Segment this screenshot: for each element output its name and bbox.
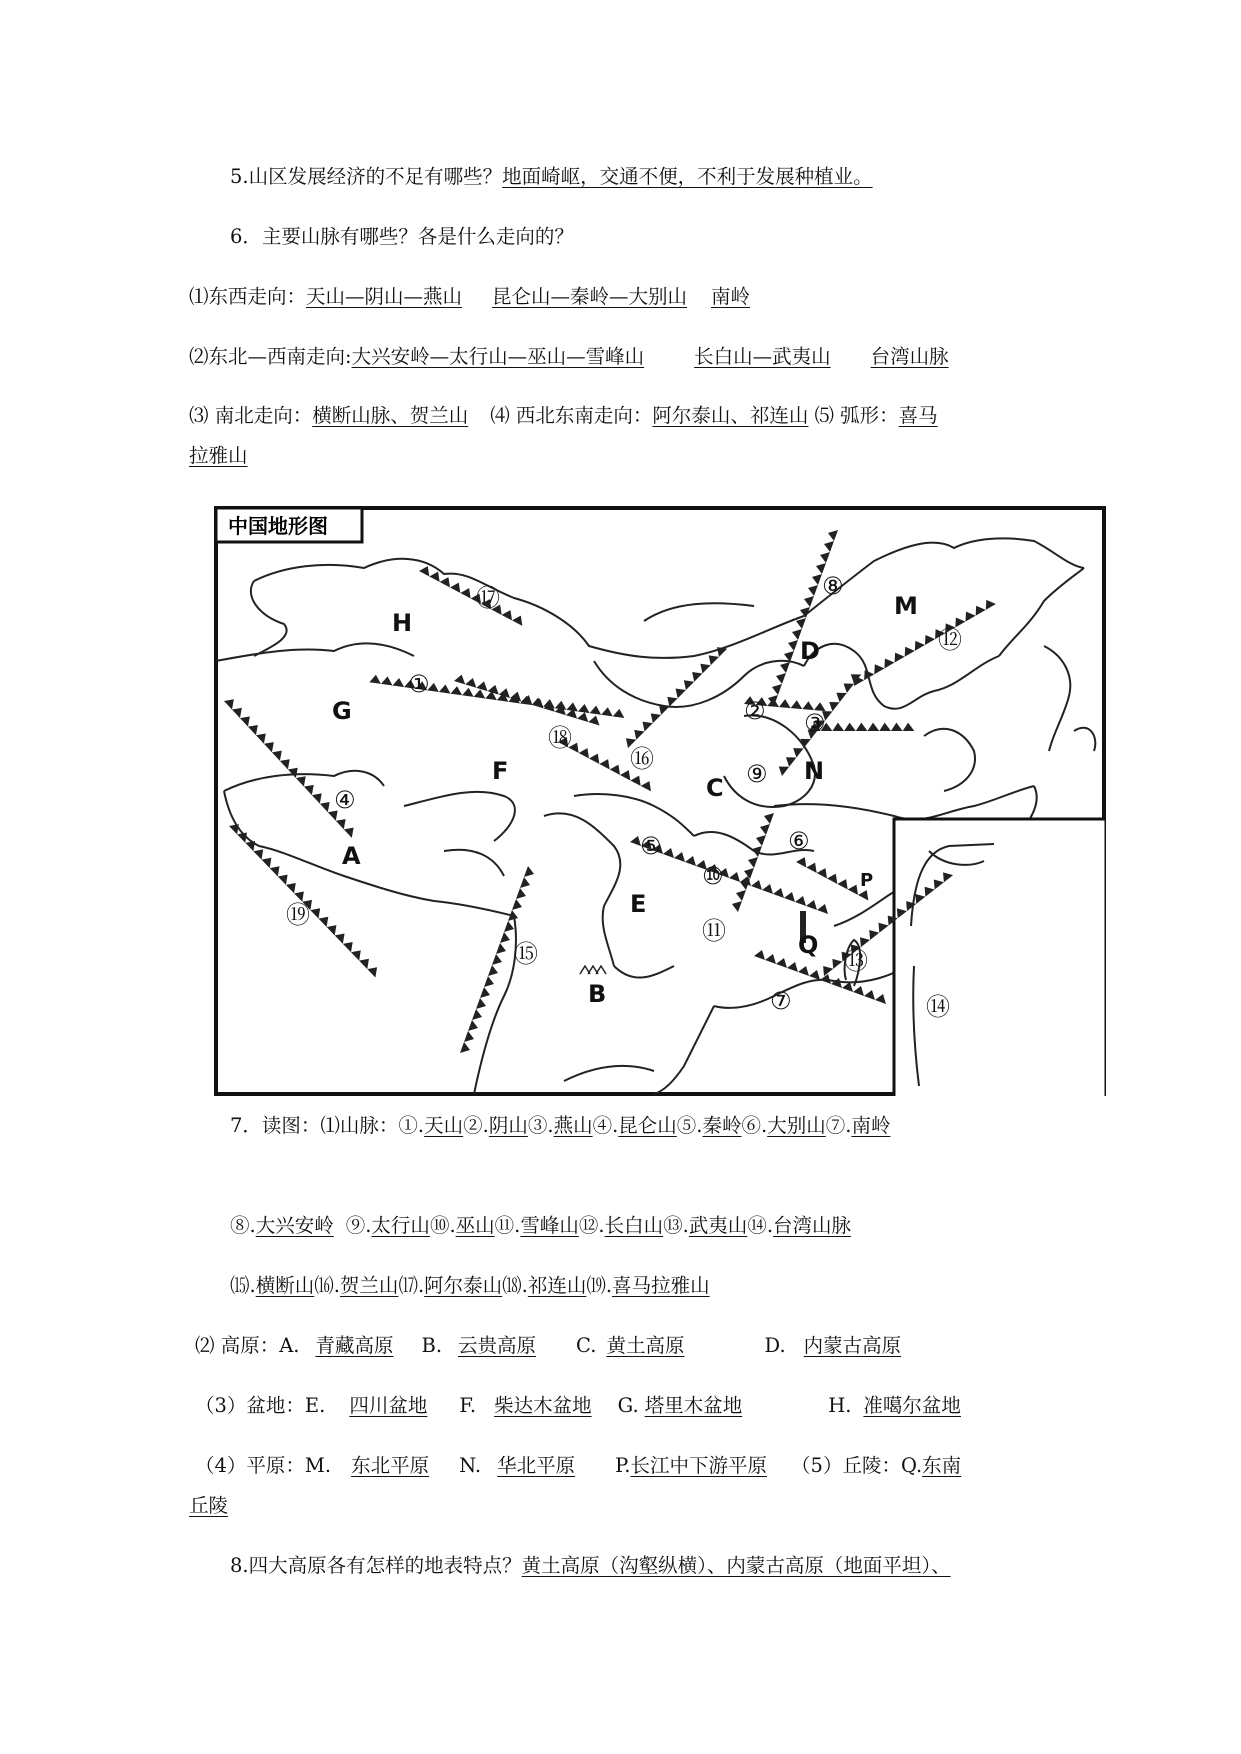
map-label-G: G (332, 697, 352, 725)
map-num-19: ⑲ (286, 901, 310, 929)
q7-m11: 雪峰山 (520, 1214, 579, 1237)
q6-ne-line (189, 344, 949, 370)
q6-ne-answer2: 长白山—武夷山 (694, 345, 831, 368)
map-num-8: ⑧ (822, 572, 844, 600)
q7-line3 (230, 1273, 710, 1299)
q7-num-19: ⒆. (586, 1274, 613, 1297)
q7-m10: 巫山 (455, 1214, 495, 1237)
china-terrain-map (214, 506, 1106, 1096)
q6-ns-prefix: ⑶ 南北走向： (189, 404, 313, 427)
map-label-Q: Q (798, 931, 819, 959)
q7-plain-m: 东北平原 (351, 1454, 430, 1477)
q7-basin-G: G. (617, 1394, 639, 1417)
q6-arc-cont (189, 443, 248, 469)
q7-num-18: ⒅. (502, 1274, 528, 1297)
q7-plain-p: 长江中下游平原 (630, 1454, 768, 1477)
q6-ns-line (189, 403, 938, 429)
q5-question: 5.山区发展经济的不足有哪些？ (230, 165, 503, 188)
q7-num-7: ⑦. (825, 1114, 852, 1137)
q7-m19: 喜马拉雅山 (612, 1274, 710, 1297)
q7-m15: 横断山 (255, 1274, 315, 1297)
q7-num-4: ④. (592, 1114, 619, 1137)
map-num-15: ⑮ (514, 940, 538, 968)
map-label-P: P (860, 870, 874, 891)
q6-ne-answer1: 大兴安岭—太行山—巫山—雪峰山 (351, 345, 645, 368)
q7-hill-Q: Q. (900, 1454, 923, 1477)
q7-num-14: ⑭. (747, 1214, 774, 1237)
q7-num-6: ⑥. (741, 1114, 768, 1137)
q7-line2 (230, 1213, 851, 1239)
q7-m9: 太行山 (371, 1214, 430, 1237)
q7-plateau-d: 内蒙古高原 (803, 1334, 902, 1357)
q6-arc-answer-cont: 拉雅山 (189, 444, 248, 467)
q8-line (230, 1553, 951, 1579)
map-label-E: E (630, 890, 647, 918)
map-label-H: H (392, 609, 413, 637)
q7-num-2: ②. (463, 1114, 489, 1137)
q7-num-12: ⑫. (578, 1214, 605, 1237)
q6-arc-prefix: ⑸ 弧形： (814, 404, 899, 427)
q7-basin-line (195, 1393, 961, 1419)
q8-question: 8.四大高原各有怎样的地表特点？ (230, 1554, 522, 1577)
q7-plateau-B: B. (421, 1334, 443, 1357)
q7-m17: 阿尔泰山 (424, 1274, 503, 1297)
map-num-12: ⑫ (938, 626, 962, 654)
map-num-10: ⑩ (702, 862, 724, 890)
q7-num-5: ⑤. (676, 1114, 703, 1137)
map-num-7: ⑦ (770, 987, 792, 1015)
q7-m1: 天山 (424, 1114, 464, 1137)
q8-answer: 黄土高原（沟壑纵横）、内蒙古高原（地面平坦）、 (521, 1554, 951, 1577)
q7-hill-q-cont: 丘陵 (189, 1494, 229, 1517)
map-label-D: D (800, 637, 820, 665)
q7-basin-e: 四川盆地 (349, 1394, 428, 1417)
q7-plateau-line (195, 1333, 901, 1359)
q6-ew-answer2: 昆仑山—秦岭—大别山 (492, 285, 688, 308)
q7-num-8: ⑧. (230, 1214, 256, 1237)
q7-num-13: ⑬. (663, 1214, 689, 1237)
q6-ew-line (189, 284, 750, 310)
q7-num-1: ①. (398, 1114, 425, 1137)
map-num-5: ⑤ (640, 832, 662, 860)
q7-m18: 祁连山 (527, 1274, 587, 1297)
q7-m14: 台湾山脉 (773, 1214, 852, 1237)
q7-plateau-A: A. (279, 1334, 300, 1357)
q7-m3: 燕山 (553, 1114, 593, 1137)
map-num-16: ⑯ (630, 745, 654, 773)
map-num-2: ② (744, 697, 766, 725)
q7-plateau-a: 青藏高原 (315, 1334, 394, 1357)
map-label-A: A (342, 842, 361, 870)
q7-m6: 大别山 (767, 1114, 826, 1137)
q7-num-11: ⑪. (494, 1214, 521, 1237)
q7-plain-N: N. (459, 1454, 482, 1477)
map-num-17: ⑰ (476, 584, 500, 612)
q6-ne-prefix: ⑵东北—西南走向: (189, 345, 352, 368)
q7-num-9: ⑨. (345, 1214, 372, 1237)
map-num-9: ⑨ (746, 760, 768, 788)
map-num-4: ④ (334, 786, 356, 814)
q7-m5: 秦岭 (702, 1114, 742, 1137)
map-label-M: M (894, 592, 918, 620)
q5-answer: 地面崎岖，交通不便，不利于发展种植业。 (502, 165, 873, 188)
q7-num-17: ⒄. (398, 1274, 425, 1297)
map-num-1: ① (408, 670, 430, 698)
q7-plain-label: （4）平原： (195, 1454, 305, 1477)
map-num-14: ⑭ (926, 993, 950, 1021)
q7-m13: 武夷山 (688, 1214, 748, 1237)
map-title: 中国地形图 (228, 514, 328, 538)
q7-prefix: 7．读图：⑴山脉： (230, 1114, 399, 1137)
q7-m7: 南岭 (851, 1114, 891, 1137)
q7-plateau-c: 黄土高原 (606, 1334, 685, 1357)
q7-basin-H: H. (828, 1394, 852, 1417)
q7-hill-label: （5）丘陵： (791, 1454, 901, 1477)
q7-hill-q: 东南 (922, 1454, 962, 1477)
q6-arc-answer: 喜马 (898, 404, 938, 427)
q7-plateau-label: ⑵ 高原： (195, 1334, 280, 1357)
map-num-3: ③ (804, 709, 826, 737)
map-label-B: B (588, 980, 607, 1008)
q6-nwse-prefix: ⑷ 西北东南走向： (490, 404, 653, 427)
map-num-18: ⑱ (548, 724, 572, 752)
q7-basin-E: E. (304, 1394, 326, 1417)
q6-title: 6．主要山脉有哪些？各是什么走向的？ (230, 225, 574, 248)
q7-plateau-b: 云贵高原 (458, 1334, 537, 1357)
q7-m16: 贺兰山 (339, 1274, 399, 1297)
q7-plain-M: M. (304, 1454, 332, 1477)
q6-ew-answer3: 南岭 (711, 285, 751, 308)
q7-m12: 长白山 (604, 1214, 664, 1237)
q7-m2: 阴山 (488, 1114, 528, 1137)
q6-ew-prefix: ⑴东西走向： (189, 285, 307, 308)
q7-basin-F: F. (459, 1394, 477, 1417)
q7-m4: 昆仑山 (618, 1114, 677, 1137)
q7-plain-n: 华北平原 (497, 1454, 576, 1477)
q7-hill-cont-line (189, 1493, 228, 1519)
q7-num-3: ③. (527, 1114, 554, 1137)
map-label-F: F (492, 757, 509, 785)
q6-ew-answer1: 天山—阴山—燕山 (306, 285, 463, 308)
q7-basin-h: 准噶尔盆地 (863, 1394, 961, 1417)
q6-ns-answer: 横断山脉、贺兰山 (312, 404, 469, 427)
q6-ne-answer3: 台湾山脉 (870, 345, 949, 368)
q7-plain-P: P. (615, 1454, 631, 1477)
q7-plain-line (195, 1453, 961, 1479)
q7-line1 (230, 1113, 890, 1139)
map-num-11: ⑪ (702, 917, 726, 945)
q5-line (230, 164, 873, 190)
map-num-13: ⑬ (844, 947, 868, 975)
map-label-N: N (804, 757, 825, 785)
q7-basin-label: （3）盆地： (195, 1394, 305, 1417)
q7-plateau-C: C. (576, 1334, 597, 1357)
q7-basin-f: 柴达木盆地 (494, 1394, 592, 1417)
q7-basin-g: 塔里木盆地 (644, 1394, 743, 1417)
q7-plateau-D: D. (764, 1334, 786, 1357)
q7-num-10: ⑩. (429, 1214, 456, 1237)
map-label-C: C (706, 774, 724, 802)
q7-m8: 大兴安岭 (255, 1214, 334, 1237)
q7-num-16: ⒃. (314, 1274, 340, 1297)
q6-nwse-answer: 阿尔泰山、祁连山 (652, 404, 809, 427)
map-num-6: ⑥ (788, 827, 810, 855)
q7-num-15: ⒂. (230, 1274, 256, 1297)
